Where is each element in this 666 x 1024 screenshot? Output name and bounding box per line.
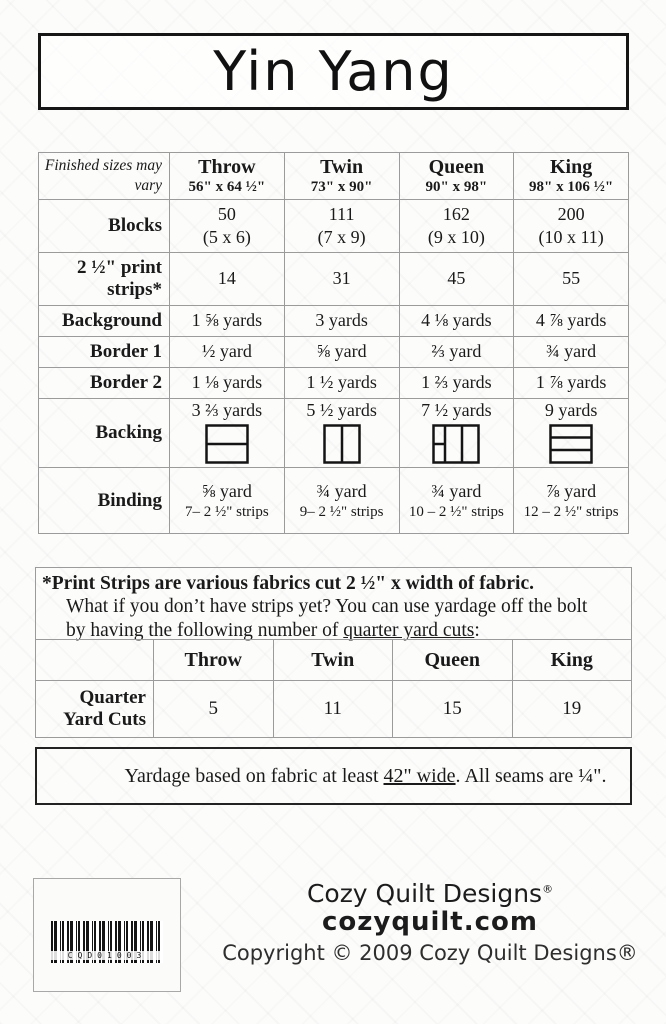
row-label: 2 ½" print strips* xyxy=(39,253,170,306)
row-border-2 xyxy=(39,368,629,399)
yardage-note-text xyxy=(125,765,607,788)
quarter-table-header-row xyxy=(36,640,632,681)
cell xyxy=(399,368,514,399)
row-label: Blocks xyxy=(39,200,170,253)
yardage-note-suffix: . All seams are ¼". xyxy=(455,764,607,787)
row-binding xyxy=(39,468,629,534)
cell-value: 19 xyxy=(512,681,632,738)
backing-diagram-three-panels-stacked-icon xyxy=(549,424,593,464)
cell-value: ¾ yard xyxy=(546,341,597,362)
note-bold-line: *Print Strips are various fabrics cut 2 ½" x width of fabric. xyxy=(42,573,534,594)
brand-block xyxy=(222,880,638,968)
cell xyxy=(170,337,285,368)
cell-value: 5 xyxy=(154,681,274,738)
cell xyxy=(514,368,629,399)
cell-value: ⅔ yard xyxy=(431,341,482,362)
yardage-note-underlined: 42" wide xyxy=(383,764,456,787)
cell xyxy=(170,306,285,337)
cell xyxy=(399,337,514,368)
col-header-twin: Twin xyxy=(273,640,393,681)
yardage-note-box xyxy=(35,747,632,805)
cell-subtext: (10 x 11) xyxy=(538,227,604,247)
cell xyxy=(284,253,399,306)
table-header-row xyxy=(39,153,629,200)
col-name: Queen xyxy=(428,156,485,178)
note-line-3-underlined: quarter yard cuts xyxy=(343,619,475,641)
cell-value: 1 ⅞ yards xyxy=(535,372,607,393)
cell-value: ⅝ yard xyxy=(201,480,252,501)
cell xyxy=(284,337,399,368)
cell xyxy=(170,253,285,306)
col-size: 56" x 64 ½" xyxy=(188,179,266,195)
cell-value: ¾ yard xyxy=(431,480,482,501)
title-box xyxy=(38,33,629,110)
row-label: Backing xyxy=(39,399,170,468)
print-strips-note xyxy=(35,567,632,640)
brand-name xyxy=(222,880,638,908)
backing-diagram-two-panels-side-by-side-icon xyxy=(323,424,361,464)
cell-value: 1 ⅔ yards xyxy=(421,372,492,393)
col-name: Throw xyxy=(198,156,256,178)
barcode-box xyxy=(33,878,181,992)
cell-value: ⅞ yard xyxy=(546,480,597,501)
col-header-queen xyxy=(399,153,514,200)
page-title: Yin Yang xyxy=(213,40,454,103)
cell-value: 4 ⅞ yards xyxy=(535,310,607,331)
cell xyxy=(399,200,514,253)
cell xyxy=(399,306,514,337)
yardage-note-prefix: Yardage based on fabric at least xyxy=(124,764,384,787)
cell xyxy=(514,399,629,468)
copyright-line: Copyright © 2009 Cozy Quilt Designs® xyxy=(222,941,638,966)
row-label: Background xyxy=(39,306,170,337)
barcode-label: CQD01003 xyxy=(51,951,163,960)
cell xyxy=(170,368,285,399)
cell xyxy=(284,368,399,399)
cell-value: 55 xyxy=(562,268,581,289)
col-size: 98" x 106 ½" xyxy=(529,179,614,195)
col-header-queen: Queen xyxy=(393,640,513,681)
cell-value: 162 xyxy=(442,203,470,224)
yardage-table xyxy=(38,152,629,534)
cell xyxy=(514,468,629,534)
note-line-3-prefix: by having the following number of xyxy=(66,619,344,641)
col-header-throw xyxy=(170,153,285,200)
col-size: 90" x 98" xyxy=(425,179,488,195)
website-link: cozyquilt.com xyxy=(322,906,538,937)
cell-value: 3 yards xyxy=(315,310,368,331)
cell-value: 3 ⅔ yards xyxy=(191,400,263,420)
cell-subtext: 12 – 2 ½" strips xyxy=(523,504,619,521)
cell-subtext: 9– 2 ½" strips xyxy=(299,504,384,521)
cell-subtext: 10 – 2 ½" strips xyxy=(408,504,504,521)
row-print-strips xyxy=(39,253,629,306)
backing-diagram-two-panels-stacked-icon xyxy=(205,424,249,464)
cell xyxy=(170,468,285,534)
cell-value: 1 ⅛ yards xyxy=(191,372,263,393)
cell-value: 14 xyxy=(217,268,236,289)
cell xyxy=(514,200,629,253)
cell-value: 15 xyxy=(393,681,513,738)
row-border-1 xyxy=(39,337,629,368)
note-line-3-suffix: : xyxy=(474,619,480,641)
quarter-yard-cuts-table xyxy=(35,639,632,738)
row-blocks xyxy=(39,200,629,253)
cell xyxy=(514,337,629,368)
cell xyxy=(284,468,399,534)
col-header-king: King xyxy=(512,640,632,681)
row-label: Quarter Yard Cuts xyxy=(36,681,154,738)
cell xyxy=(514,306,629,337)
cell xyxy=(399,468,514,534)
cell-value: 45 xyxy=(447,268,466,289)
quarter-table-data-row xyxy=(36,681,632,738)
cell-value: 11 xyxy=(273,681,393,738)
backing-diagram-two-panels-plus-split-strip-icon xyxy=(432,424,480,464)
cell-value: 1 ½ yards xyxy=(306,372,377,393)
col-header-twin xyxy=(284,153,399,200)
cell-value: 4 ⅛ yards xyxy=(421,310,492,331)
cell-value: 7 ½ yards xyxy=(421,400,492,420)
note-line-2: What if you don’t have strips yet? You can use yardage off the bolt xyxy=(66,596,588,618)
cell-value: 5 ½ yards xyxy=(306,400,377,420)
cell xyxy=(284,200,399,253)
cell xyxy=(514,253,629,306)
cell xyxy=(284,399,399,468)
col-header-throw: Throw xyxy=(154,640,274,681)
row-label: Border 2 xyxy=(39,368,170,399)
cell-subtext: (9 x 10) xyxy=(427,227,485,247)
col-name: Twin xyxy=(320,156,364,178)
col-size: 73" x 90" xyxy=(310,179,373,195)
cell-subtext: (7 x 9) xyxy=(317,227,366,247)
col-name: King xyxy=(550,156,593,178)
cell xyxy=(170,200,285,253)
row-background xyxy=(39,306,629,337)
cell-value: 111 xyxy=(328,203,355,224)
brand-text: Cozy Quilt Designs xyxy=(306,879,543,908)
cell-subtext: 7– 2 ½" strips xyxy=(185,504,269,521)
cell-value: ¾ yard xyxy=(316,480,367,501)
row-label: Border 1 xyxy=(39,337,170,368)
cell-value: 9 yards xyxy=(544,400,598,420)
cell xyxy=(284,306,399,337)
row-label: Binding xyxy=(39,468,170,534)
cell-value: ⅝ yard xyxy=(316,341,367,362)
cell-value: 200 xyxy=(557,203,585,224)
cell xyxy=(399,399,514,468)
finished-sizes-note: Finished sizes may vary xyxy=(39,153,170,200)
cell xyxy=(170,399,285,468)
cell xyxy=(399,253,514,306)
row-backing xyxy=(39,399,629,468)
cell-value: 31 xyxy=(332,268,351,289)
col-header-king xyxy=(514,153,629,200)
cell-subtext: (5 x 6) xyxy=(202,227,251,247)
cell-value: 50 xyxy=(217,203,236,224)
cell-value: ½ yard xyxy=(201,341,252,362)
registered-mark: ® xyxy=(542,882,554,896)
cell-value: 1 ⅝ yards xyxy=(191,310,263,331)
empty-corner-cell xyxy=(36,640,154,681)
